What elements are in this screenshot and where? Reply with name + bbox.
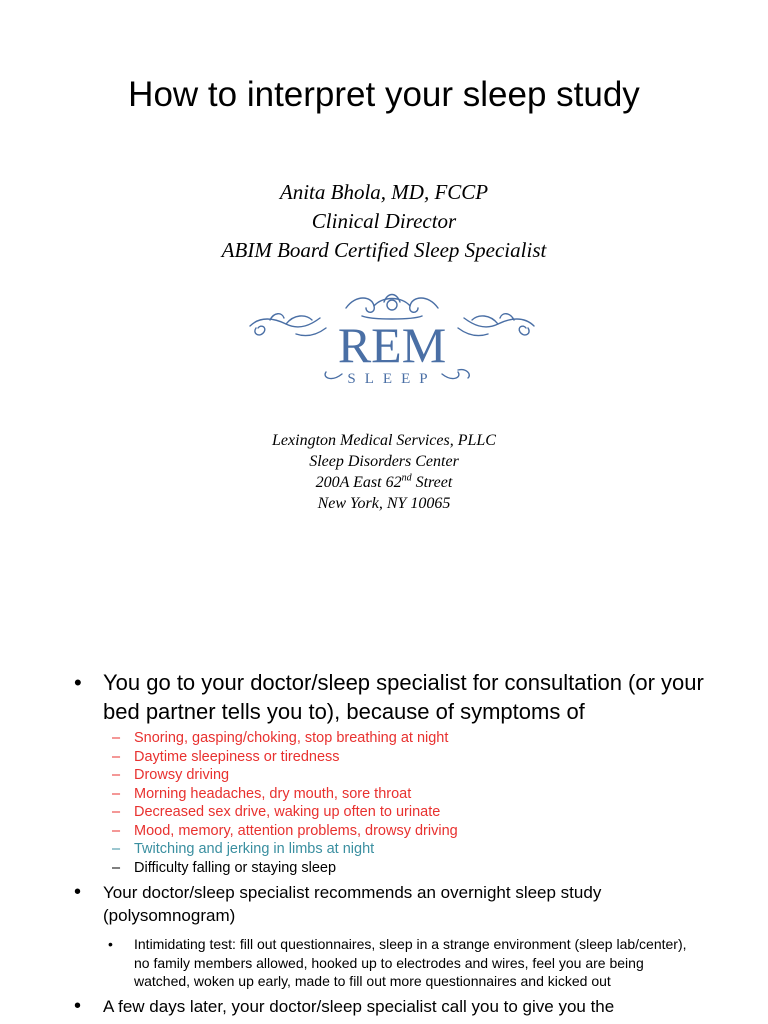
address-city: New York, NY 10065 <box>317 495 451 512</box>
address-block <box>0 430 768 514</box>
bullet-text: You go to your doctor/sleep specialist for consultation (or your bed partner tells you to), because of symptoms of <box>103 670 704 724</box>
bullet-content <box>0 668 768 1018</box>
symptom-item: – Difficulty falling or staying sleep <box>112 859 337 876</box>
symptom-item: – Drowsy driving <box>112 767 230 783</box>
bullet-text: Your doctor/sleep specialist recommends an overnight sleep study (polysomnogram) <box>103 883 602 925</box>
bullet-text: A few days later, your doctor/sleep specialist call you to give you the <box>103 996 615 1016</box>
address-center: Sleep Disorders Center <box>309 453 459 470</box>
symptom-item: – Mood, memory, attention problems, drowsy driving <box>112 822 458 839</box>
bullet-marker: • <box>108 936 113 952</box>
logo-subword: SLEEP <box>347 371 437 386</box>
address-org: Lexington Medical Services, PLLC <box>272 432 496 449</box>
rem-sleep-logo <box>246 290 538 386</box>
bullet-marker: • <box>74 881 82 903</box>
symptom-item: – Decreased sex drive, waking up often to urinate <box>112 804 441 820</box>
symptom-item: – Daytime sleepiness or tiredness <box>112 748 340 765</box>
author-role: Clinical Director <box>311 209 457 233</box>
page-title: How to interpret your sleep study <box>128 75 640 114</box>
bullet-marker: • <box>74 994 82 1017</box>
bullet-sleep-study <box>0 881 768 927</box>
symptom-item: – Morning headaches, dry mouth, sore throat <box>112 785 412 802</box>
bullet-marker: • <box>74 670 82 695</box>
address-street: 200A East 62nd Street <box>315 472 453 491</box>
bullet-consultation <box>0 668 768 726</box>
bullet-text: Intimidating test: fill out questionnaires, sleep in a strange environment (sleep lab/center), no family members allowed, hooked up to electrodes and wires, feel you are being watched, woken up early, made to fill out more questionnaires and kicked out <box>134 936 687 989</box>
logo-wordmark: REM <box>337 317 447 373</box>
symptom-item: – Snoring, gasping/choking, stop breathing at night <box>112 730 449 746</box>
bullet-results-call <box>0 995 768 1018</box>
author-block <box>0 178 768 265</box>
symptom-list <box>0 729 768 877</box>
sleep-study-detail <box>0 935 768 991</box>
author-certification: ABIM Board Certified Sleep Specialist <box>221 238 547 262</box>
author-name: Anita Bhola, MD, FCCP <box>279 180 489 204</box>
symptom-item: – Twitching and jerking in limbs at night <box>112 841 375 857</box>
